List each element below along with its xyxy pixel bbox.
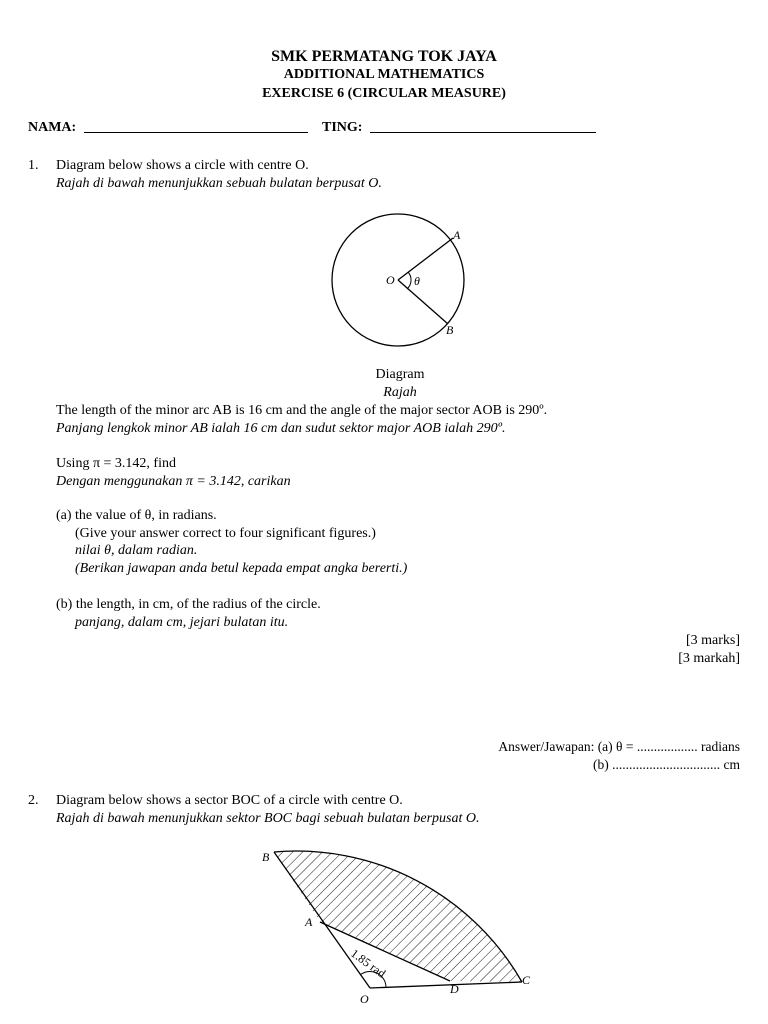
q2-intro-ms: Rajah di bawah menunjukkan sektor BOC bagi sebuah bulatan berpusat O. [56, 811, 480, 826]
form-blank[interactable] [370, 132, 596, 133]
q1-part-a-note-ms: (Berikan jawapan anda betul kepada empat angka bererti.) [75, 561, 408, 576]
q1-caption-ms: Rajah [383, 385, 417, 400]
q1-intro-en: Diagram below shows a circle with centre O. [56, 158, 309, 173]
q1-part-b-ms: panjang, dalam cm, jejari bulatan itu. [75, 615, 289, 630]
q2-sector-diagram [250, 835, 550, 1015]
q2-intro-en: Diagram below shows a sector BOC of a circle with centre O. [56, 793, 403, 808]
q2-angle-label: 1.85 rad [348, 946, 389, 981]
subject-title: ADDITIONAL MATHEMATICS [283, 67, 485, 82]
q1-part-a-note-en: (Give your answer correct to four significant figures.) [75, 526, 376, 541]
q1-answer-b[interactable]: (b) ................................ cm [593, 757, 740, 772]
q1-label-theta: θ [414, 274, 420, 288]
q1-radius-oa [398, 238, 453, 280]
q2-label-d: D [450, 982, 459, 996]
q1-using-en: Using π = 3.142, find [56, 456, 176, 471]
q1-using-ms: Dengan menggunakan π = 3.142, carikan [56, 474, 291, 489]
q1-part-a-en: (a) the value of θ, in radians. [56, 508, 217, 523]
q1-intro-ms: Rajah di bawah menunjukkan sebuah bulatan berpusat O. [56, 176, 382, 191]
q1-answer-a[interactable]: Answer/Jawapan: (a) θ = .................. radians [498, 739, 740, 754]
q1-label-b: B [446, 323, 454, 337]
q1-statement-en: The length of the minor arc AB is 16 cm and the angle of the major sector AOB is 290º. [56, 403, 548, 418]
q1-statement-ms: Panjang lengkok minor AB ialah 16 cm dan sudut sektor major AOB ialah 290º. [56, 421, 506, 436]
form-label: TING: [322, 120, 363, 135]
q2-number: 2. [28, 793, 39, 808]
q2-label-a: A [305, 915, 313, 929]
q1-part-b-en: (b) the length, in cm, of the radius of the circle. [56, 597, 321, 612]
q1-part-a-ms: nilai θ, dalam radian. [75, 543, 198, 558]
name-row [28, 120, 308, 136]
name-blank[interactable] [84, 132, 308, 133]
q2-label-c: C [522, 973, 531, 987]
q1-angle-arc [407, 272, 411, 289]
q2-label-o: O [360, 992, 369, 1006]
q2-line-oc [370, 982, 522, 988]
q1-marks-en: [3 marks] [685, 633, 740, 648]
name-label: NAMA: [28, 120, 77, 135]
q1-label-o: O [386, 273, 395, 287]
q2-label-b: B [262, 850, 270, 864]
q1-label-a: A [453, 228, 461, 242]
exercise-title: EXERCISE 6 (CIRCULAR MEASURE) [262, 86, 506, 101]
q1-radius-ob [398, 280, 448, 324]
q1-caption-en: Diagram [375, 367, 425, 382]
school-name: SMK PERMATANG TOK JAYA [271, 48, 497, 65]
form-row [322, 120, 596, 136]
q1-marks-ms: [3 markah] [678, 651, 740, 666]
q1-number: 1. [28, 158, 39, 173]
q1-circle-diagram [320, 208, 480, 348]
